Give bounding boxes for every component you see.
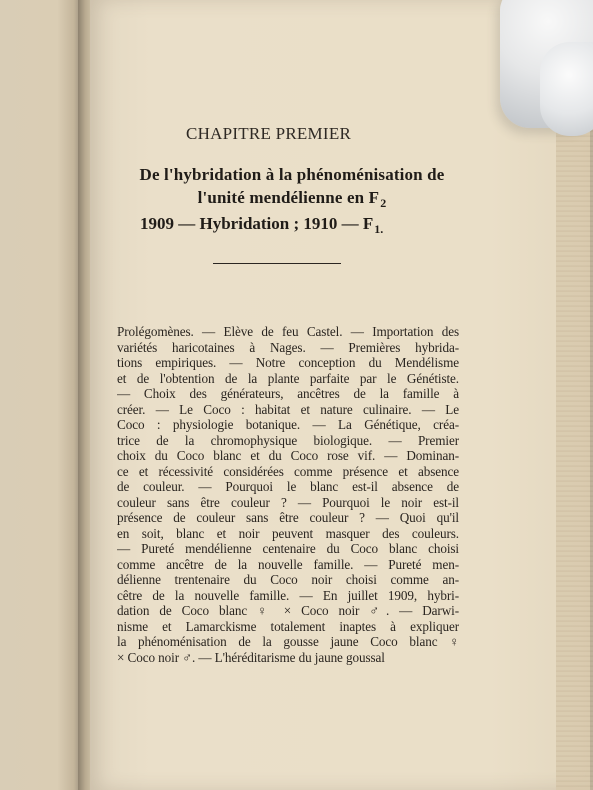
subtitle-subscript: 2 [380, 196, 387, 210]
body-line-12: couleur sans être couleur ? — Pourquoi le noir est-il [117, 494, 459, 510]
chapter-summary [117, 324, 459, 665]
body-line-7: Coco : physiologie botanique. — La Génétique, créa- [117, 417, 459, 432]
dates-line [140, 214, 440, 234]
body-line-19: dation de Coco blanc ♀ × Coco noir ♂. — Darwi- [117, 603, 459, 618]
subtitle-line-2 [118, 186, 466, 211]
body-line-5: — Choix des générateurs, ancêtres de la famille à [117, 386, 459, 401]
body-line-21: la phénoménisation de la gousse jaune Coco blanc ♀ [117, 634, 459, 649]
left-page [0, 0, 82, 790]
body-line-1: Prolégomènes. — Elève de feu Castel. — Importation des [117, 324, 459, 339]
subtitle-line-2-main: l'unité mendélienne en F [197, 188, 380, 207]
body-line-16: comme ancêtre de la nouvelle famille. — Pureté men- [117, 556, 459, 572]
glove-finger [540, 42, 593, 136]
body-line-18: cêtre de la nouvelle famille. — En juillet 1909, hybri- [117, 587, 459, 603]
chapter-rule [213, 263, 341, 264]
body-line-9: choix du Coco blanc et du Coco rose vif. — Dominan- [117, 448, 459, 463]
dates-line-main: 1909 — Hybridation ; 1910 — F [140, 214, 374, 233]
body-line-22: × Coco noir ♂. — L'héréditarisme du jaune goussal [117, 649, 385, 665]
body-line-4: et de l'obtention de la plante parfaite par le Génétiste. [117, 370, 459, 386]
body-line-3: tions empiriques. — Notre conception du Mendélisme [117, 355, 459, 370]
body-line-14: en soit, blanc et noir peuvent masquer des couleurs. [117, 525, 459, 541]
page-edge [556, 48, 593, 790]
body-line-15: — Pureté mendélienne centenaire du Coco blanc choisi [117, 541, 459, 556]
body-line-10: ce et récessivité considérées comme présence et absence [117, 463, 459, 479]
body-line-8: trice de la chromophysique biologique. — Premier [117, 432, 459, 448]
body-line-2: variétés haricotaines à Nages. — Premières hybrida- [117, 339, 459, 355]
body-line-20: nisme et Lamarckisme totalement inaptes à expliquer [117, 618, 459, 634]
body-line-6: créer. — Le Coco : habitat et nature culinaire. — Le [117, 401, 459, 417]
chapter-subtitle [118, 163, 466, 211]
body-line-11: de couleur. — Pourquoi le blanc est-il absence de [117, 479, 459, 494]
body-line-13: présence de couleur sans être couleur ? — Quoi qu'il [117, 510, 459, 525]
subtitle-line-1: De l'hybridation à la phénoménisation de [139, 165, 445, 184]
dates-subscript: 1. [374, 222, 384, 236]
body-line-17: délienne trentenaire du Coco noir choisi comme an- [117, 572, 459, 587]
chapter-title: CHAPITRE PREMIER [186, 124, 352, 143]
